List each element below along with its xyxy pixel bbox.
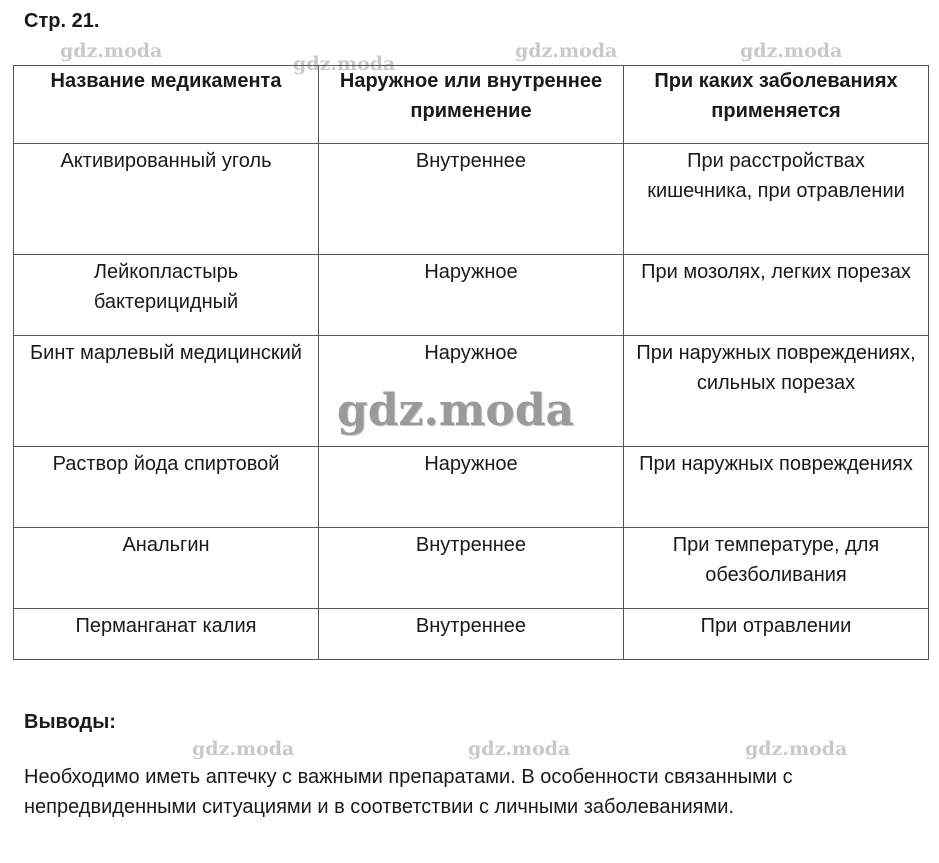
header-medicine-name: Название медикамента: [14, 66, 319, 144]
conclusion-text: Необходимо иметь аптечку с важными препаратами. В особенности связанными с непредвиденными ситуациями и в соответствии с личными заболеваниями.: [24, 766, 793, 818]
watermark: gdz.moda: [468, 738, 571, 760]
table-row: [14, 447, 929, 528]
medicine-name-cell: Перманганат калия: [14, 609, 319, 660]
medicine-name-cell: Лейкопластырь бактерицидный: [14, 255, 319, 336]
application-cell: Внутреннее: [319, 144, 624, 255]
watermark: gdz.moda: [515, 40, 618, 62]
indications-cell: При температуре, для обезболивания: [624, 528, 929, 609]
application-cell: Внутреннее: [319, 609, 624, 660]
medicine-name-cell: Бинт марлевый медицинский: [14, 336, 319, 447]
application-cell: Наружное: [319, 447, 624, 528]
medicines-table: [13, 65, 929, 660]
medicine-name-cell: Активированный уголь: [14, 144, 319, 255]
table-row: [14, 609, 929, 660]
header-indications: При каких заболеваниях применяется: [624, 66, 929, 144]
watermark: gdz.moda: [745, 738, 848, 760]
indications-cell: При отравлении: [624, 609, 929, 660]
table-row: [14, 144, 929, 255]
medicine-name-cell: Раствор йода спиртовой: [14, 447, 319, 528]
application-cell: Наружное: [319, 255, 624, 336]
page-label: Стр. 21.: [24, 10, 100, 32]
conclusion-title: Выводы:: [24, 711, 116, 733]
header-application-type: Наружное или внутреннее применение: [319, 66, 624, 144]
watermark: gdz.moda: [293, 53, 396, 75]
application-cell: Внутреннее: [319, 528, 624, 609]
application-cell: Наружное: [319, 336, 624, 447]
indications-cell: При расстройствах кишечника, при отравлении: [624, 144, 929, 255]
indications-cell: При мозолях, легких порезах: [624, 255, 929, 336]
medicine-name-cell: Анальгин: [14, 528, 319, 609]
watermark: gdz.moda: [192, 738, 295, 760]
watermark: gdz.moda: [337, 385, 575, 436]
table-row: [14, 255, 929, 336]
watermark: gdz.moda: [740, 40, 843, 62]
indications-cell: При наружных повреждениях, сильных порезах: [624, 336, 929, 447]
table-header-row: [14, 66, 929, 144]
indications-cell: При наружных повреждениях: [624, 447, 929, 528]
table-row: [14, 528, 929, 609]
watermark: gdz.moda: [60, 40, 163, 62]
